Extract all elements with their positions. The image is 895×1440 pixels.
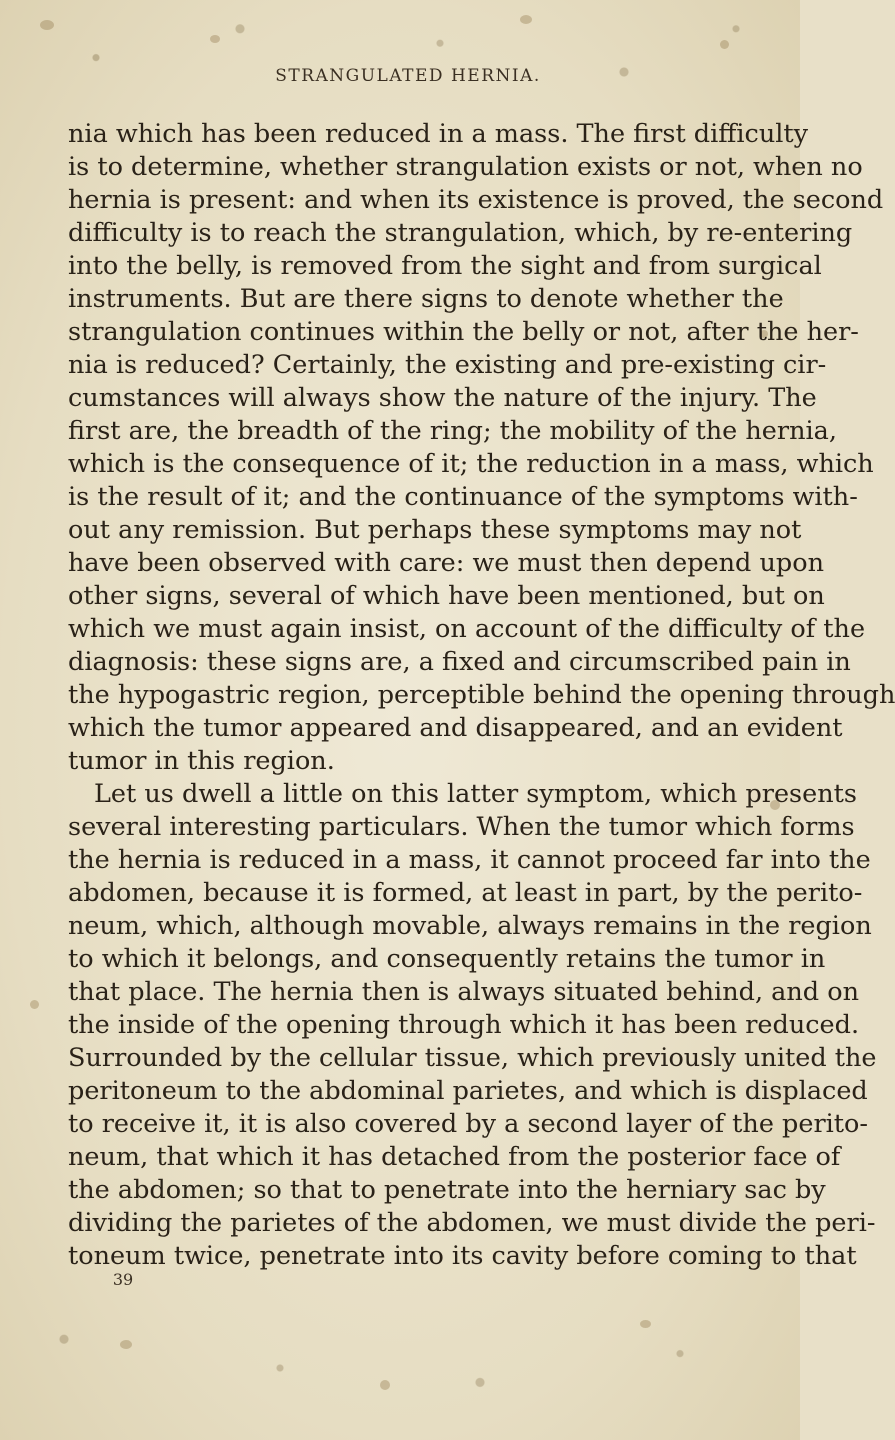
foxing-spot xyxy=(720,40,729,49)
text-line: several interesting particulars. When the tumor which forms xyxy=(68,812,855,842)
page-number: 39 xyxy=(112,1270,134,1289)
foxing-spot xyxy=(30,1000,39,1009)
text-line: toneum twice, penetrate into its cavity before coming to that xyxy=(68,1241,857,1271)
text-line: first are, the breadth of the ring; the mobility of the hernia, xyxy=(68,416,837,446)
text-line: out any remission. But perhaps these symptoms may not xyxy=(68,515,802,545)
text-line: hernia is present: and when its existence is proved, the second xyxy=(68,185,884,215)
text-line: other signs, several of which have been mentioned, but on xyxy=(68,581,825,611)
text-line: abdomen, because it is formed, at least in part, by the perito- xyxy=(68,878,863,908)
foxing-spot xyxy=(380,1380,390,1390)
text-line: diagnosis: these signs are, a fixed and circumscribed pain in xyxy=(68,647,851,677)
text-line: strangulation continues within the belly or not, after the her- xyxy=(68,317,859,347)
text-line: Let us dwell a little on this latter symptom, which presents xyxy=(94,779,857,809)
text-line: to which it belongs, and consequently retains the tumor in xyxy=(68,944,826,974)
text-line: Surrounded by the cellular tissue, which previously united the xyxy=(68,1043,877,1073)
text-line: to receive it, it is also covered by a second layer of the perito- xyxy=(68,1109,869,1139)
foxing-spot xyxy=(640,1320,651,1328)
text-line: that place. The hernia then is always situated behind, and on xyxy=(68,977,859,1007)
text-line: nia is reduced? Certainly, the existing and pre-existing cir- xyxy=(68,350,827,380)
text-line: is to determine, whether strangulation exists or not, when no xyxy=(68,152,863,182)
text-line: the hernia is reduced in a mass, it cannot proceed far into the xyxy=(68,845,871,875)
text-line: difficulty is to reach the strangulation, which, by re-entering xyxy=(68,218,853,248)
text-line: dividing the parietes of the abdomen, we must divide the peri- xyxy=(68,1208,876,1238)
foxing-spot xyxy=(210,35,220,43)
text-line: tumor in this region. xyxy=(68,746,335,776)
text-line: instruments. But are there signs to denote whether the xyxy=(68,284,784,314)
text-line: the inside of the opening through which it has been reduced. xyxy=(68,1010,860,1040)
text-line: which the tumor appeared and disappeared, and an evident xyxy=(68,713,843,743)
running-head: STRANGULATED HERNIA. xyxy=(275,66,541,86)
text-line: the hypogastric region, perceptible behind the opening through xyxy=(68,680,895,710)
text-line: neum, that which it has detached from the posterior face of xyxy=(68,1142,841,1172)
text-line: is the result of it; and the continuance of the symptoms with- xyxy=(68,482,858,512)
text-line: which is the consequence of it; the reduction in a mass, which xyxy=(68,449,874,479)
text-line: nia which has been reduced in a mass. The first difficulty xyxy=(68,119,809,149)
text-line: into the belly, is removed from the sight and from surgical xyxy=(68,251,822,281)
text-line: have been observed with care: we must then depend upon xyxy=(68,548,825,578)
text-line: peritoneum to the abdominal parietes, and which is displaced xyxy=(68,1076,868,1106)
text-line: neum, which, although movable, always remains in the region xyxy=(68,911,872,941)
text-line: cumstances will always show the nature of the injury. The xyxy=(68,383,817,413)
foxing-spot xyxy=(40,20,54,30)
text-line: which we must again insist, on account of the difficulty of the xyxy=(68,614,866,644)
text-line: the abdomen; so that to penetrate into the herniary sac by xyxy=(68,1175,826,1205)
foxing-spot xyxy=(120,1340,132,1349)
foxing-spot xyxy=(520,15,532,24)
